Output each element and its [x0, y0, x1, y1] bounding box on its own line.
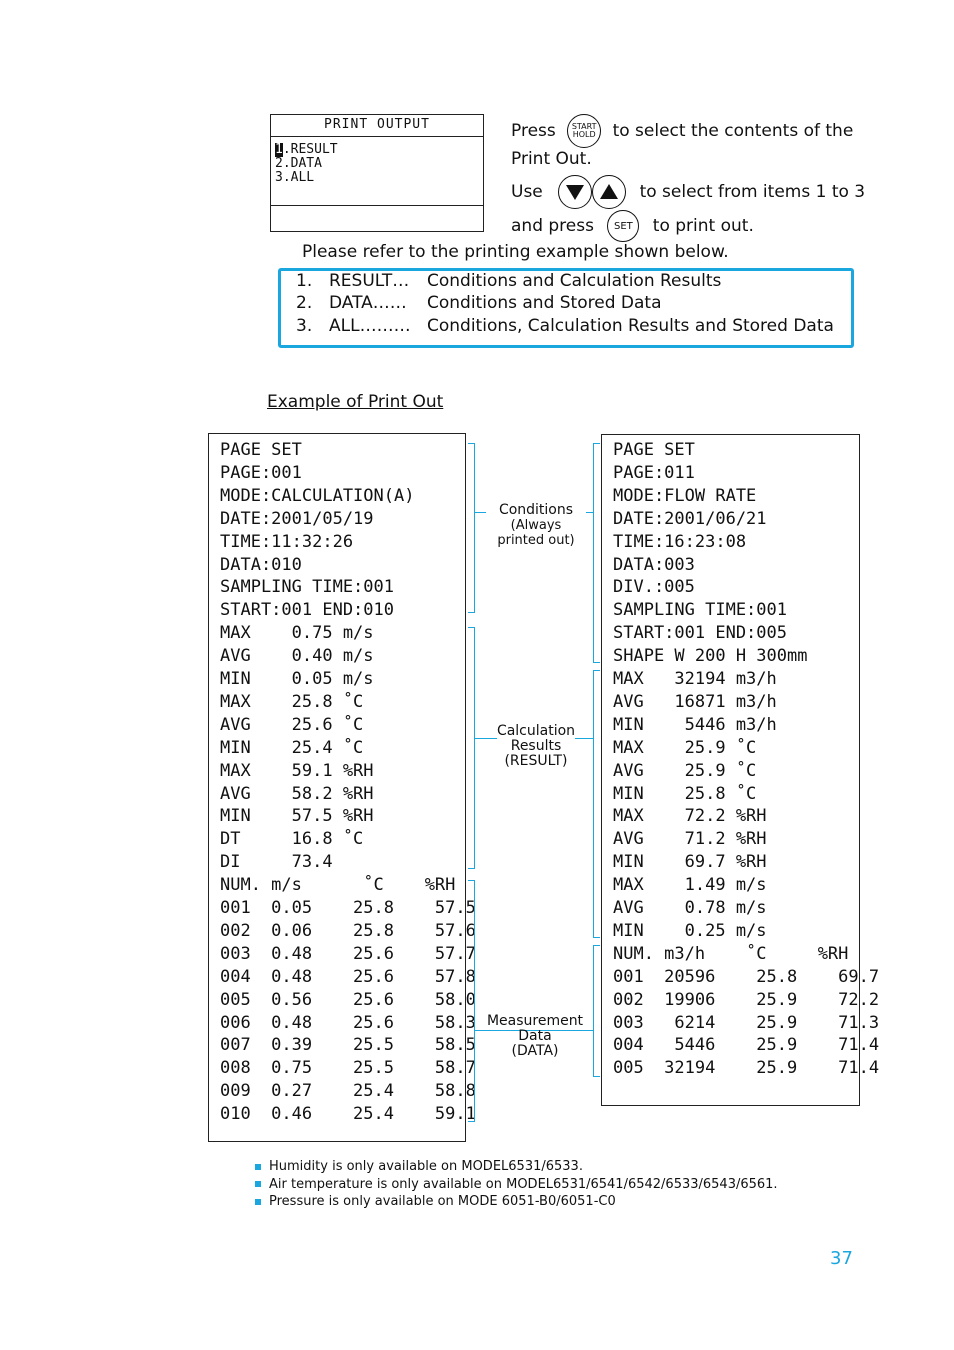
printout-left-line: 007 0.39 25.5 58.5 — [220, 1035, 476, 1056]
lcd-item-all: 3.ALL — [275, 170, 315, 185]
printout-left-line: NUM. m/s ˚C %RH — [220, 875, 456, 896]
printout-left-line: DT 16.8 ˚C — [220, 829, 364, 850]
printout-left-line: AVG 0.40 m/s — [220, 646, 374, 667]
printout-left-line: 006 0.48 25.6 58.3 — [220, 1012, 476, 1033]
mode-2-desc: Conditions and Stored Data — [427, 293, 662, 313]
printout-right-line: AVG 16871 m3/h — [613, 691, 777, 712]
lcd-cursor: 1 — [275, 142, 283, 157]
printout-left-line: DATA:010 — [220, 554, 302, 575]
up-arrow-button-icon — [592, 175, 626, 209]
printout-right-line: AVG 25.9 ˚C — [613, 760, 757, 781]
printout-right-line: PAGE SET — [613, 440, 695, 460]
label-conditions: Conditions (Always printed out) — [486, 503, 586, 548]
printout-left-line: 010 0.46 25.4 59.1 — [220, 1104, 476, 1125]
printout-right-line: DATE:2001/06/21 — [613, 508, 767, 529]
start-hold-button-icon: START HOLD — [567, 114, 601, 148]
printout-left-line: 003 0.48 25.6 57.7 — [220, 943, 476, 964]
printout-right-line: 003 6214 25.9 71.3 — [613, 1012, 880, 1033]
printout-left-line: MAX 59.1 %RH — [220, 760, 374, 781]
label-measurement: Measurement Data (DATA) — [486, 1013, 584, 1059]
printout-right-line: SHAPE W 200 H 300mm — [613, 646, 808, 667]
note-item: Humidity is only available on MODEL6531/6533. — [255, 1158, 778, 1176]
printout-left-line: AVG 25.6 ˚C — [220, 714, 364, 735]
printout-left-line: DATE:2001/05/19 — [220, 508, 374, 529]
mode-3-num: 3. — [296, 316, 313, 336]
mode-3-name: ALL……… — [329, 316, 411, 336]
printout-left-line: SAMPLING TIME:001 — [220, 577, 394, 598]
label-calculation: Calculation Results (RESULT) — [496, 723, 576, 769]
printout-left-line: TIME:11:32:26 — [220, 531, 354, 552]
printout-right-line: MAX 1.49 m/s — [613, 875, 767, 896]
printout-left-line: PAGE SET — [220, 440, 302, 460]
printout-right-line: AVG 0.78 m/s — [613, 898, 767, 918]
brace-result-right — [593, 670, 600, 938]
mode-2-num: 2. — [296, 293, 313, 313]
mode-1-num: 1. — [296, 271, 313, 291]
mode-3-desc: Conditions, Calculation Results and Stored Data — [427, 316, 834, 336]
brace-data-right — [593, 945, 600, 1077]
notes-list — [255, 1158, 778, 1211]
printout-right-line: DIV.:005 — [613, 577, 695, 598]
mode-1-desc: Conditions and Calculation Results — [427, 271, 722, 291]
printout-right-line: 001 20596 25.8 69.7 — [613, 966, 880, 987]
printout-left-line: 009 0.27 25.4 58.8 — [220, 1081, 476, 1102]
bullet-icon — [255, 1164, 261, 1170]
printout-right-line: SAMPLING TIME:001 — [613, 600, 787, 621]
example-title: Example of Print Out — [267, 392, 444, 412]
mode-1-name: RESULT… — [329, 271, 410, 291]
note-item: Pressure is only available on MODE 6051-B0/6051-C0 — [255, 1193, 778, 1211]
printout-right-line: MIN 25.8 ˚C — [613, 783, 757, 804]
printout-left-line: MAX 25.8 ˚C — [220, 691, 364, 712]
printout-right-line: AVG 71.2 %RH — [613, 829, 767, 850]
printout-left-line: 002 0.06 25.8 57.6 — [220, 920, 476, 941]
printout-right-line: 002 19906 25.9 72.2 — [613, 989, 880, 1010]
note-item: Air temperature is only available on MODEL6531/6541/6542/6533/6543/6561. — [255, 1176, 778, 1194]
printout-left-line: MAX 0.75 m/s — [220, 623, 374, 644]
down-triangle-icon — [565, 183, 585, 201]
printout-right-line: MIN 5446 m3/h — [613, 714, 777, 735]
printout-left-line: 008 0.75 25.5 58.7 — [220, 1058, 476, 1079]
printout-right-line: 004 5446 25.9 71.4 — [613, 1035, 880, 1056]
bullet-icon — [255, 1181, 261, 1187]
instruction-line-1: Press START HOLD to select the contents of the — [511, 114, 853, 148]
printout-left-line: 005 0.56 25.6 58.0 — [220, 989, 476, 1010]
lcd-title: PRINT OUTPUT — [271, 115, 483, 137]
printout-left-line: DI 73.4 — [220, 852, 333, 873]
printout-left-line: AVG 58.2 %RH — [220, 783, 374, 804]
instruction-line-3: Use to select from items 1 to 3 — [511, 175, 865, 209]
instruction-line-2: Print Out. — [511, 149, 592, 169]
printout-right-line: TIME:16:23:08 — [613, 531, 747, 552]
print-modes-box — [278, 268, 854, 348]
printout-left-line: MIN 25.4 ˚C — [220, 737, 364, 758]
bullet-icon — [255, 1199, 261, 1205]
mode-2-name: DATA…… — [329, 293, 407, 313]
brace-data-left — [468, 880, 475, 1122]
printout-left-line: PAGE:001 — [220, 462, 302, 483]
printout-right-line: START:001 END:005 — [613, 623, 787, 644]
page-number: 37 — [830, 1248, 853, 1269]
printout-right-line: MAX 32194 m3/h — [613, 669, 777, 689]
printout-right-line: MAX 72.2 %RH — [613, 806, 767, 827]
refer-text: Please refer to the printing example shown below. — [302, 242, 729, 262]
printout-right-line: MIN 69.7 %RH — [613, 852, 767, 873]
lcd-divider — [271, 205, 483, 206]
instruction-line-4: and press SET to print out. — [511, 210, 754, 242]
lcd-item-data: 2.DATA — [275, 156, 322, 171]
printout-left-line: MIN 0.05 m/s — [220, 669, 374, 689]
printout-right-line: DATA:003 — [613, 554, 695, 575]
printout-right-line: MIN 0.25 m/s — [613, 920, 767, 941]
set-button-icon: SET — [607, 210, 639, 242]
brace-conditions-left — [468, 443, 475, 613]
lcd-item-result: 1.RESULT — [275, 142, 338, 157]
printout-left-line: MIN 57.5 %RH — [220, 806, 374, 827]
printout-left-line: MODE:CALCULATION(A) — [220, 485, 415, 506]
brace-result-left — [468, 627, 475, 869]
printout-left-line: 001 0.05 25.8 57.5 — [220, 898, 476, 918]
brace-conditions-right — [593, 443, 600, 663]
printout-left-line: 004 0.48 25.6 57.8 — [220, 966, 476, 987]
lcd-menu — [275, 143, 338, 185]
up-triangle-icon — [599, 183, 619, 201]
lcd-display — [270, 114, 484, 232]
down-arrow-button-icon — [558, 175, 592, 209]
printout-left-line: START:001 END:010 — [220, 600, 394, 621]
printout-right-line: MODE:FLOW RATE — [613, 485, 757, 506]
printout-right-line: MAX 25.9 ˚C — [613, 737, 757, 758]
printout-right-line: NUM. m3/h ˚C %RH — [613, 943, 849, 964]
printout-right-line: PAGE:011 — [613, 462, 695, 483]
printout-right-line: 005 32194 25.9 71.4 — [613, 1058, 880, 1079]
